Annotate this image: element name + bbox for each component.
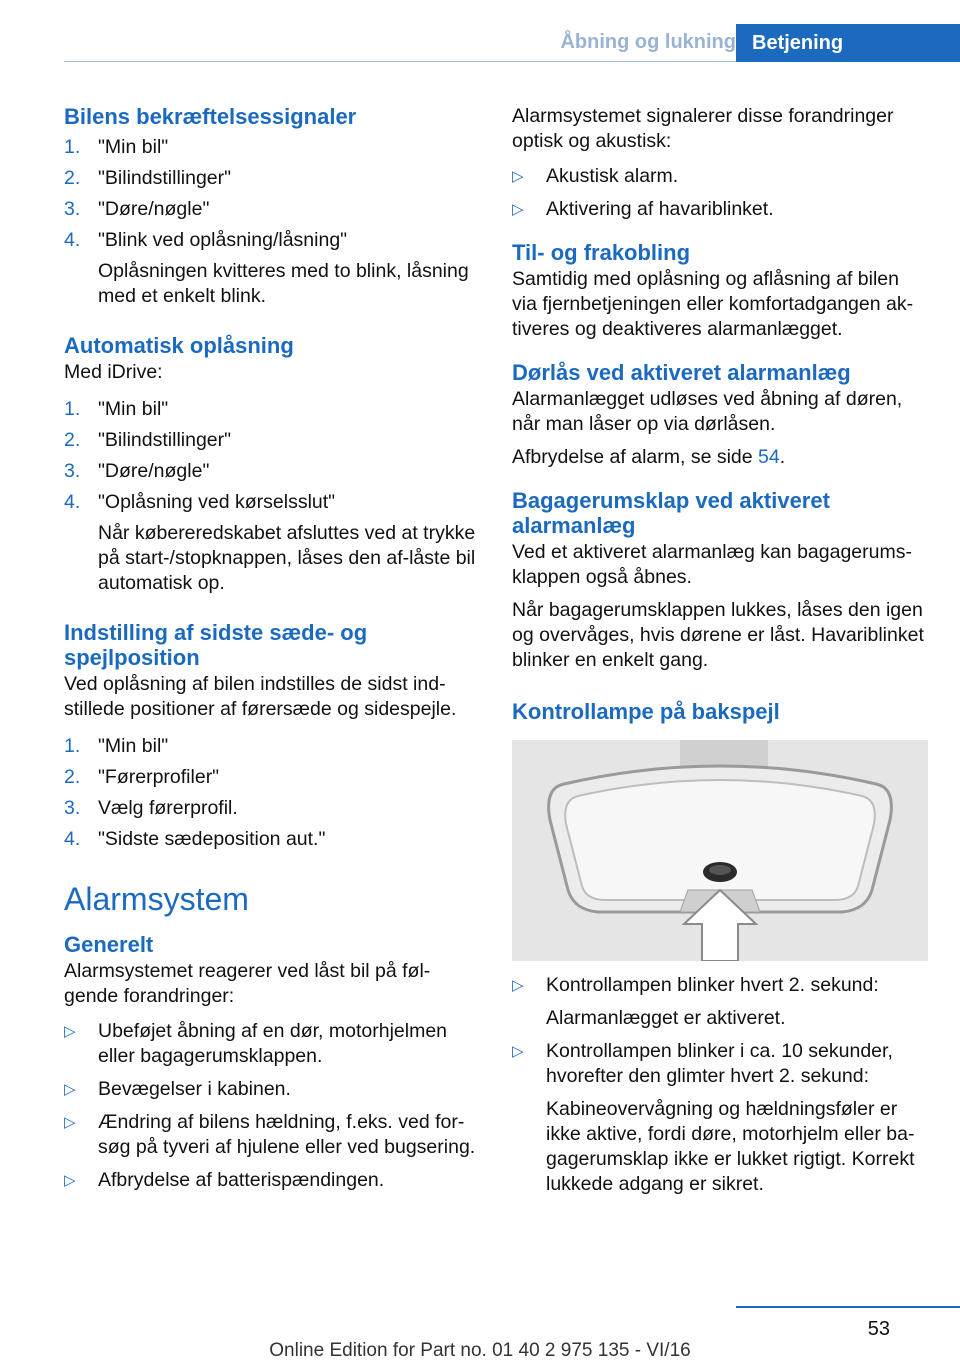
section-title-confirmation-signals: Bilens bekræftelsessignaler <box>64 104 357 129</box>
mirror-icon <box>512 740 928 961</box>
section-title-seat-mirror-position: Indstilling af sidste sæde- og spejlposition <box>64 620 368 670</box>
section-text: Når bagagerumsklappen lukkes, låses den igen og overvåges, hvis dørene er låst. Havariblinket blinker en enkelt gang. <box>512 599 924 671</box>
list-item: 1. "Min bil" <box>64 735 169 757</box>
bullet-list <box>512 973 928 1197</box>
list-item: ▷ Kontrollampen blinker i ca. 10 sekunder, hvorefter den glimter hvert 2. sekund: Kabineovervågning og hældningsføler er ikke aktive, fordi døre, motorhjelm eller ba-gagerumsklap ikke er lukket rigtigt. Korrekt lukkede adgang er sikret. <box>512 1039 928 1197</box>
rearview-mirror-illustration <box>512 740 928 961</box>
list-item: 3. "Døre/nøgle" <box>64 460 210 482</box>
section-text: Samtidig med oplåsning og aflåsning af bilen via fjernbetjeningen eller komfortadgangen ak-tiveres og deaktiveres alarmanlægget. <box>512 268 914 340</box>
section-intro: Med iDrive: <box>64 361 163 383</box>
triangle-bullet-icon: ▷ <box>64 1081 76 1098</box>
section-title-door-lock: Dørlås ved aktiveret alarmanlæg <box>512 360 851 385</box>
list-note: Oplåsningen kvitteres med to blink, låsning med et enkelt blink. <box>98 260 469 307</box>
triangle-bullet-icon: ▷ <box>512 201 524 218</box>
numbered-list <box>64 734 484 852</box>
list-item: ▷ Afbrydelse af batterispændingen. <box>64 1169 385 1191</box>
list-item: 4. "Blink ved oplåsning/låsning" <box>64 229 348 251</box>
triangle-bullet-icon: ▷ <box>64 1023 76 1040</box>
bullet-list <box>64 1019 484 1193</box>
right-column <box>512 104 928 1205</box>
list-item: ▷ Kontrollampen blinker hvert 2. sekund: Alarmanlægget er aktiveret. <box>512 973 928 1031</box>
triangle-bullet-icon: ▷ <box>64 1114 76 1131</box>
triangle-bullet-icon: ▷ <box>512 168 524 185</box>
section-title-general: Generelt <box>64 932 154 957</box>
section-text: Alarmanlægget udløses ved åbning af døren, når man låser op via dørlåsen. <box>512 388 903 435</box>
numbered-list <box>64 397 484 515</box>
list-item: 2. "Førerprofiler" <box>64 766 220 788</box>
triangle-bullet-icon: ▷ <box>512 1043 524 1060</box>
section-title-trunk-lid: Bagagerumsklap ved aktiveret alarmanlæg <box>512 488 830 538</box>
list-item: 3. "Døre/nøgle" <box>64 198 210 220</box>
list-note: Alarmanlægget er aktiveret. <box>546 1007 786 1029</box>
footer-rule <box>736 1306 960 1308</box>
page-reference: Afbrydelse af alarm, se side 54. <box>512 446 786 468</box>
header-section: Åbning og lukning <box>560 31 736 53</box>
list-item: ▷ Aktivering af havariblinket. <box>512 198 774 220</box>
section-title-mirror-lamp: Kontrollampe på bakspejl <box>512 699 780 724</box>
list-item: ▷ Ændring af bilens hældning, f.eks. ved for-søg på tyveri af hjulene eller ved bugsering. <box>64 1111 476 1158</box>
page-link[interactable]: 54 <box>758 446 780 468</box>
list-note: Når købereredskabet afsluttes ved at trykke på start-/stopknappen, låses den af-låste bil automatisk op. <box>98 522 476 594</box>
list-item: ▷ Akustisk alarm. <box>512 165 679 187</box>
bullet-list <box>512 164 928 222</box>
section-text: Ved et aktiveret alarmanlæg kan bagagerums-klappen også åbnes. <box>512 541 912 588</box>
left-column <box>64 104 484 1201</box>
section-intro: Ved oplåsning af bilen indstilles de sidst ind-stillede positioner af førersæde og sidespejle. <box>64 673 457 720</box>
list-item: 1. "Min bil" <box>64 398 169 420</box>
triangle-bullet-icon: ▷ <box>64 1172 76 1189</box>
header-rule <box>64 61 736 62</box>
list-item: ▷ Bevægelser i kabinen. <box>64 1078 291 1100</box>
section-title-auto-unlock: Automatisk oplåsning <box>64 333 294 358</box>
list-item: 1. "Min bil" <box>64 136 169 158</box>
header-chapter: Betjening <box>736 24 960 62</box>
list-item: 2. "Bilindstillinger" <box>64 429 232 451</box>
list-note: Kabineovervågning og hældningsføler er ikke aktive, fordi døre, motorhjelm eller ba-gagerumsklap ikke er lukket rigtigt. Korrekt lukkede adgang er sikret. <box>546 1098 915 1195</box>
list-item: 2. "Bilindstillinger" <box>64 167 232 189</box>
section-intro: Alarmsystemet reagerer ved låst bil på føl-gende forandringer: <box>64 960 431 1007</box>
triangle-bullet-icon: ▷ <box>512 977 524 994</box>
chapter-title-alarm-system: Alarmsystem <box>64 881 249 917</box>
list-item: ▷ Ubeføjet åbning af en dør, motorhjelmen eller bagagerumsklappen. <box>64 1020 448 1067</box>
numbered-list <box>64 135 484 253</box>
list-item: 4. "Oplåsning ved kørselsslut" <box>64 491 336 513</box>
list-item: 4. "Sidste sædeposition aut." <box>64 828 326 850</box>
edition-footer: Online Edition for Part no. 01 40 2 975 135 - VI/16 <box>269 1340 691 1361</box>
section-title-on-off: Til- og frakobling <box>512 240 691 265</box>
alarm-signal-intro: Alarmsystemet signalerer disse forandringer optisk og akustisk: <box>512 105 894 152</box>
page-number: 53 <box>867 1318 890 1340</box>
list-item: 3. Vælg førerprofil. <box>64 797 238 819</box>
